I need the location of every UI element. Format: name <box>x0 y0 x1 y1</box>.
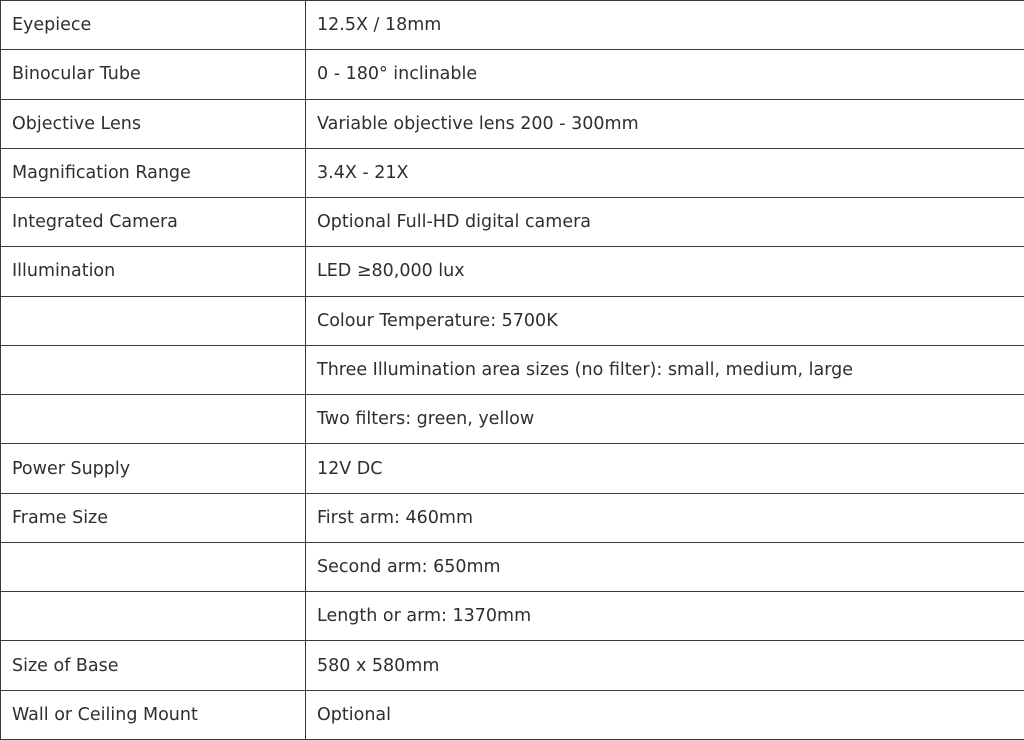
spec-label: Wall or Ceiling Mount <box>1 690 306 739</box>
spec-label: Magnification Range <box>1 148 306 197</box>
spec-label: Integrated Camera <box>1 198 306 247</box>
spec-value: 3.4X - 21X <box>306 148 1024 197</box>
table-row <box>1 690 1024 739</box>
spec-label: Binocular Tube <box>1 50 306 99</box>
spec-label <box>1 345 306 394</box>
spec-value: 0 - 180° inclinable <box>306 50 1024 99</box>
spec-label: Frame Size <box>1 493 306 542</box>
spec-value: LED ≥80,000 lux <box>306 247 1024 296</box>
table-row <box>1 148 1024 197</box>
spec-value: Length or arm: 1370mm <box>306 592 1024 641</box>
table-row <box>1 247 1024 296</box>
table-row <box>1 50 1024 99</box>
spec-value: Two filters: green, yellow <box>306 395 1024 444</box>
table-row <box>1 395 1024 444</box>
spec-label: Illumination <box>1 247 306 296</box>
spec-value: Optional Full-HD digital camera <box>306 198 1024 247</box>
spec-value: 12V DC <box>306 444 1024 493</box>
table-row <box>1 99 1024 148</box>
table-row <box>1 345 1024 394</box>
spec-value: Second arm: 650mm <box>306 542 1024 591</box>
table-row <box>1 296 1024 345</box>
spec-value: Colour Temperature: 5700K <box>306 296 1024 345</box>
spec-value: Optional <box>306 690 1024 739</box>
table-row <box>1 1 1024 50</box>
spec-label <box>1 542 306 591</box>
spec-label <box>1 395 306 444</box>
table-row <box>1 592 1024 641</box>
spec-value: 12.5X / 18mm <box>306 1 1024 50</box>
table-row <box>1 493 1024 542</box>
spec-value: Variable objective lens 200 - 300mm <box>306 99 1024 148</box>
spec-value: First arm: 460mm <box>306 493 1024 542</box>
table-row <box>1 444 1024 493</box>
spec-value: Three Illumination area sizes (no filter): small, medium, large <box>306 345 1024 394</box>
spec-label: Power Supply <box>1 444 306 493</box>
spec-label <box>1 296 306 345</box>
spec-label: Eyepiece <box>1 1 306 50</box>
table-row <box>1 198 1024 247</box>
table-row <box>1 542 1024 591</box>
table-row <box>1 641 1024 690</box>
spec-value: 580 x 580mm <box>306 641 1024 690</box>
spec-label: Objective Lens <box>1 99 306 148</box>
spec-label: Size of Base <box>1 641 306 690</box>
spec-label <box>1 592 306 641</box>
